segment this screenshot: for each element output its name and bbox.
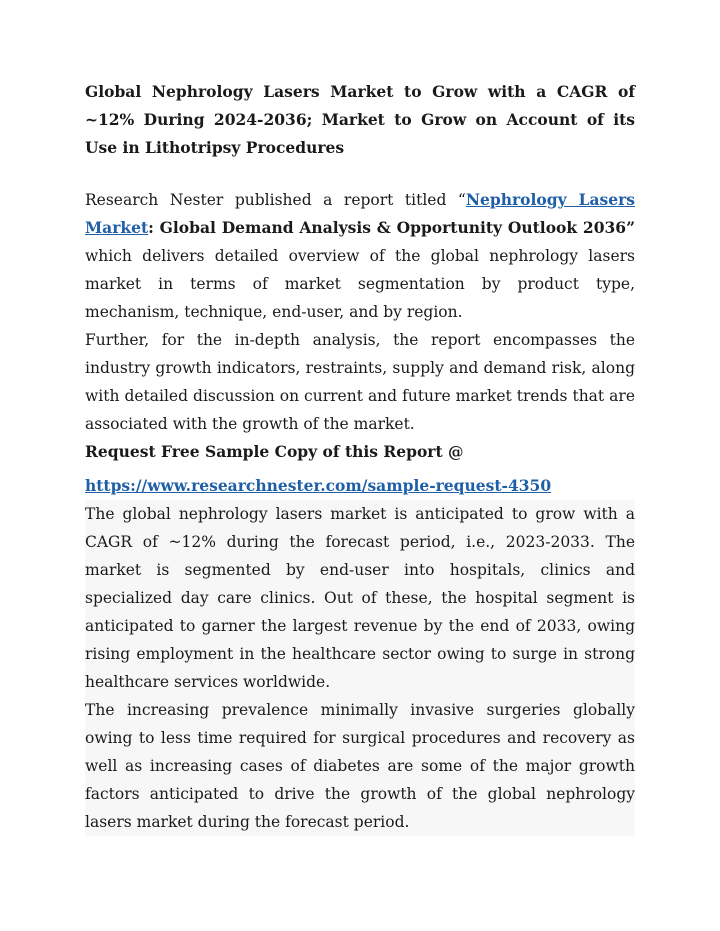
shaded-body xyxy=(85,500,635,836)
market-growth-paragraph: The global nephrology lasers market is anticipated to grow with a CAGR of ~12% during the forecast period, i.e., 2023-2033. The market is segmented by end-user into hospitals, clinics and specialized day care clinics. Out of these, the hospital segment is anticipated to garner the largest revenue by the end of 2033, owing rising employment in the healthcare sector owing to surge in strong healthcare services worldwide. xyxy=(85,505,635,691)
document-title: Global Nephrology Lasers Market to Grow with a CAGR of ~12% During 2024-2036; Market to Grow on Account of its Use in Lithotripsy Procedures xyxy=(85,82,635,157)
intro-paragraph xyxy=(85,186,635,326)
further-paragraph: Further, for the in-depth analysis, the report encompasses the industry growth indicators, restraints, supply and demand risk, along with detailed discussion on current and future market trends that are associated with the growth of the market. xyxy=(85,331,635,433)
request-sample-label: Request Free Sample Copy of this Report @ xyxy=(85,442,464,461)
report-title-link[interactable]: Nephrology Lasers Market xyxy=(85,190,635,237)
intro-prefix: Research Nester published a report titled “ xyxy=(85,191,466,209)
report-title-rest: : Global Demand Analysis & Opportunity Outlook 2036” xyxy=(148,218,635,237)
sample-request-link[interactable]: https://www.researchnester.com/sample-request-4350 xyxy=(85,476,552,495)
growth-factors-paragraph: The increasing prevalence minimally invasive surgeries globally owing to less time required for surgical procedures and recovery as well as increasing cases of diabetes are some of the major growth factors anticipated to drive the growth of the global nephrology lasers market during the forecast period. xyxy=(85,701,635,831)
request-url-line xyxy=(85,472,635,500)
intro-suffix: which delivers detailed overview of the global nephrology lasers market in terms of market segmentation by product type, mechanism, technique, end-user, and by region. xyxy=(85,247,635,321)
